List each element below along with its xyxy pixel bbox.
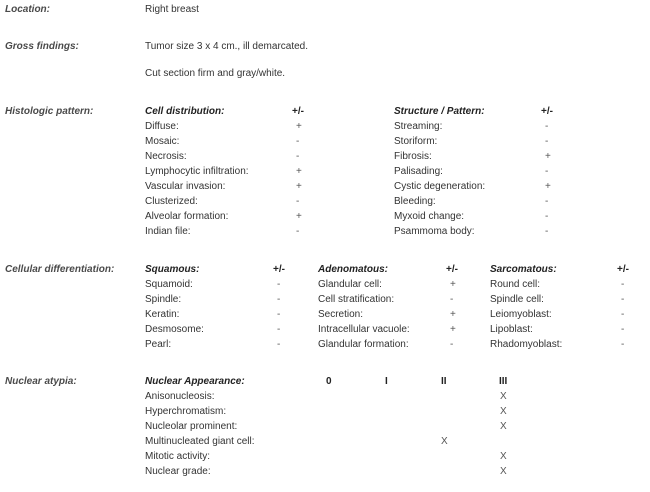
cell-distribution-item: Indian file:: [145, 226, 191, 237]
cell-distribution-value: +: [296, 211, 302, 222]
squamous-value: -: [277, 309, 281, 320]
sarcomatous-value: -: [621, 294, 625, 305]
cell-distribution-header: Cell distribution:: [145, 106, 225, 117]
nuclear-appearance-item: Nuclear grade:: [145, 466, 211, 477]
structure-pattern-value: -: [545, 226, 549, 237]
squamous-value: -: [277, 279, 281, 290]
nuclear-appearance-item: Hyperchromatism:: [145, 406, 227, 417]
squamous-value: -: [277, 294, 281, 305]
structure-pattern-item: Fibrosis:: [394, 151, 432, 162]
adenomatous-item: Intracellular vacuole:: [318, 324, 410, 335]
nuclear-appearance-item: Multinucleated giant cell:: [145, 436, 255, 447]
sarcomatous-pm-header: +/-: [617, 264, 629, 275]
grade-mark: X: [441, 436, 448, 447]
structure-pattern-value: -: [545, 166, 549, 177]
cell-distribution-pm-header: +/-: [292, 106, 304, 117]
nuclear-appearance-item: Anisonucleosis:: [145, 391, 215, 402]
grade-header-3: III: [499, 376, 508, 387]
structure-pattern-value: +: [545, 151, 551, 162]
squamous-item: Desmosome:: [145, 324, 204, 335]
gross-findings-line-2: Cut section firm and gray/white.: [145, 68, 286, 79]
grade-mark: X: [500, 466, 507, 477]
structure-pattern-value: -: [545, 136, 549, 147]
sarcomatous-value: -: [621, 324, 625, 335]
cell-distribution-item: Clusterized:: [145, 196, 198, 207]
structure-pattern-item: Cystic degeneration:: [394, 181, 486, 192]
squamous-item: Squamoid:: [145, 279, 193, 290]
squamous-item: Pearl:: [145, 339, 172, 350]
squamous-pm-header: +/-: [273, 264, 285, 275]
cell-distribution-item: Alveolar formation:: [145, 211, 229, 222]
squamous-value: -: [277, 339, 281, 350]
cell-distribution-value: -: [296, 226, 300, 237]
sarcomatous-item: Rhadomyoblast:: [490, 339, 563, 350]
cell-distribution-value: +: [296, 181, 302, 192]
location-label: Location:: [5, 4, 50, 15]
structure-pattern-value: +: [545, 181, 551, 192]
structure-pattern-item: Streaming:: [394, 121, 443, 132]
structure-pattern-item: Myxoid change:: [394, 211, 465, 222]
cell-distribution-item: Vascular invasion:: [145, 181, 226, 192]
nuclear-appearance-header: Nuclear Appearance:: [145, 376, 245, 387]
adenomatous-value: -: [450, 339, 454, 350]
cell-distribution-value: -: [296, 136, 300, 147]
structure-pattern-item: Bleeding:: [394, 196, 436, 207]
nuclear-atypia-label: Nuclear atypia:: [5, 376, 77, 387]
adenomatous-value: +: [450, 324, 456, 335]
structure-pattern-item: Psammoma body:: [394, 226, 475, 237]
structure-pattern-pm-header: +/-: [541, 106, 553, 117]
sarcomatous-value: -: [621, 279, 625, 290]
adenomatous-item: Secretion:: [318, 309, 364, 320]
cell-distribution-value: -: [296, 151, 300, 162]
adenomatous-value: +: [450, 309, 456, 320]
adenomatous-value: +: [450, 279, 456, 290]
adenomatous-value: -: [450, 294, 454, 305]
nuclear-appearance-item: Nucleolar prominent:: [145, 421, 238, 432]
structure-pattern-value: -: [545, 121, 549, 132]
sarcomatous-value: -: [621, 309, 625, 320]
adenomatous-pm-header: +/-: [446, 264, 458, 275]
adenomatous-header: Adenomatous:: [318, 264, 388, 275]
cell-distribution-value: -: [296, 196, 300, 207]
structure-pattern-value: -: [545, 196, 549, 207]
squamous-item: Keratin:: [145, 309, 180, 320]
cell-distribution-item: Necrosis:: [145, 151, 187, 162]
sarcomatous-item: Round cell:: [490, 279, 541, 290]
structure-pattern-item: Storiform:: [394, 136, 438, 147]
cell-distribution-value: +: [296, 121, 302, 132]
adenomatous-item: Glandular cell:: [318, 279, 382, 290]
gross-findings-line-1: Tumor size 3 x 4 cm., ill demarcated.: [145, 41, 309, 52]
sarcomatous-header: Sarcomatous:: [490, 264, 557, 275]
structure-pattern-item: Palisading:: [394, 166, 443, 177]
grade-header-0: 0: [326, 376, 332, 387]
cell-distribution-value: +: [296, 166, 302, 177]
sarcomatous-value: -: [621, 339, 625, 350]
grade-header-1: I: [385, 376, 388, 387]
structure-pattern-header: Structure / Pattern:: [394, 106, 485, 117]
grade-mark: X: [500, 406, 507, 417]
histologic-pattern-label: Histologic pattern:: [5, 106, 94, 117]
squamous-header: Squamous:: [145, 264, 200, 275]
sarcomatous-item: Spindle cell:: [490, 294, 544, 305]
adenomatous-item: Cell stratification:: [318, 294, 395, 305]
grade-mark: X: [500, 451, 507, 462]
cell-distribution-item: Diffuse:: [145, 121, 179, 132]
grade-mark: X: [500, 421, 507, 432]
gross-findings-label: Gross findings:: [5, 41, 79, 52]
cell-distribution-item: Lymphocytic infiltration:: [145, 166, 249, 177]
grade-header-2: II: [441, 376, 447, 387]
nuclear-appearance-item: Mitotic activity:: [145, 451, 211, 462]
squamous-item: Spindle:: [145, 294, 182, 305]
structure-pattern-value: -: [545, 211, 549, 222]
sarcomatous-item: Leiomyoblast:: [490, 309, 552, 320]
cellular-differentiation-label: Cellular differentiation:: [5, 264, 115, 275]
adenomatous-item: Glandular formation:: [318, 339, 409, 350]
grade-mark: X: [500, 391, 507, 402]
location-value: Right breast: [145, 4, 199, 15]
cell-distribution-item: Mosaic:: [145, 136, 180, 147]
squamous-value: -: [277, 324, 281, 335]
sarcomatous-item: Lipoblast:: [490, 324, 533, 335]
